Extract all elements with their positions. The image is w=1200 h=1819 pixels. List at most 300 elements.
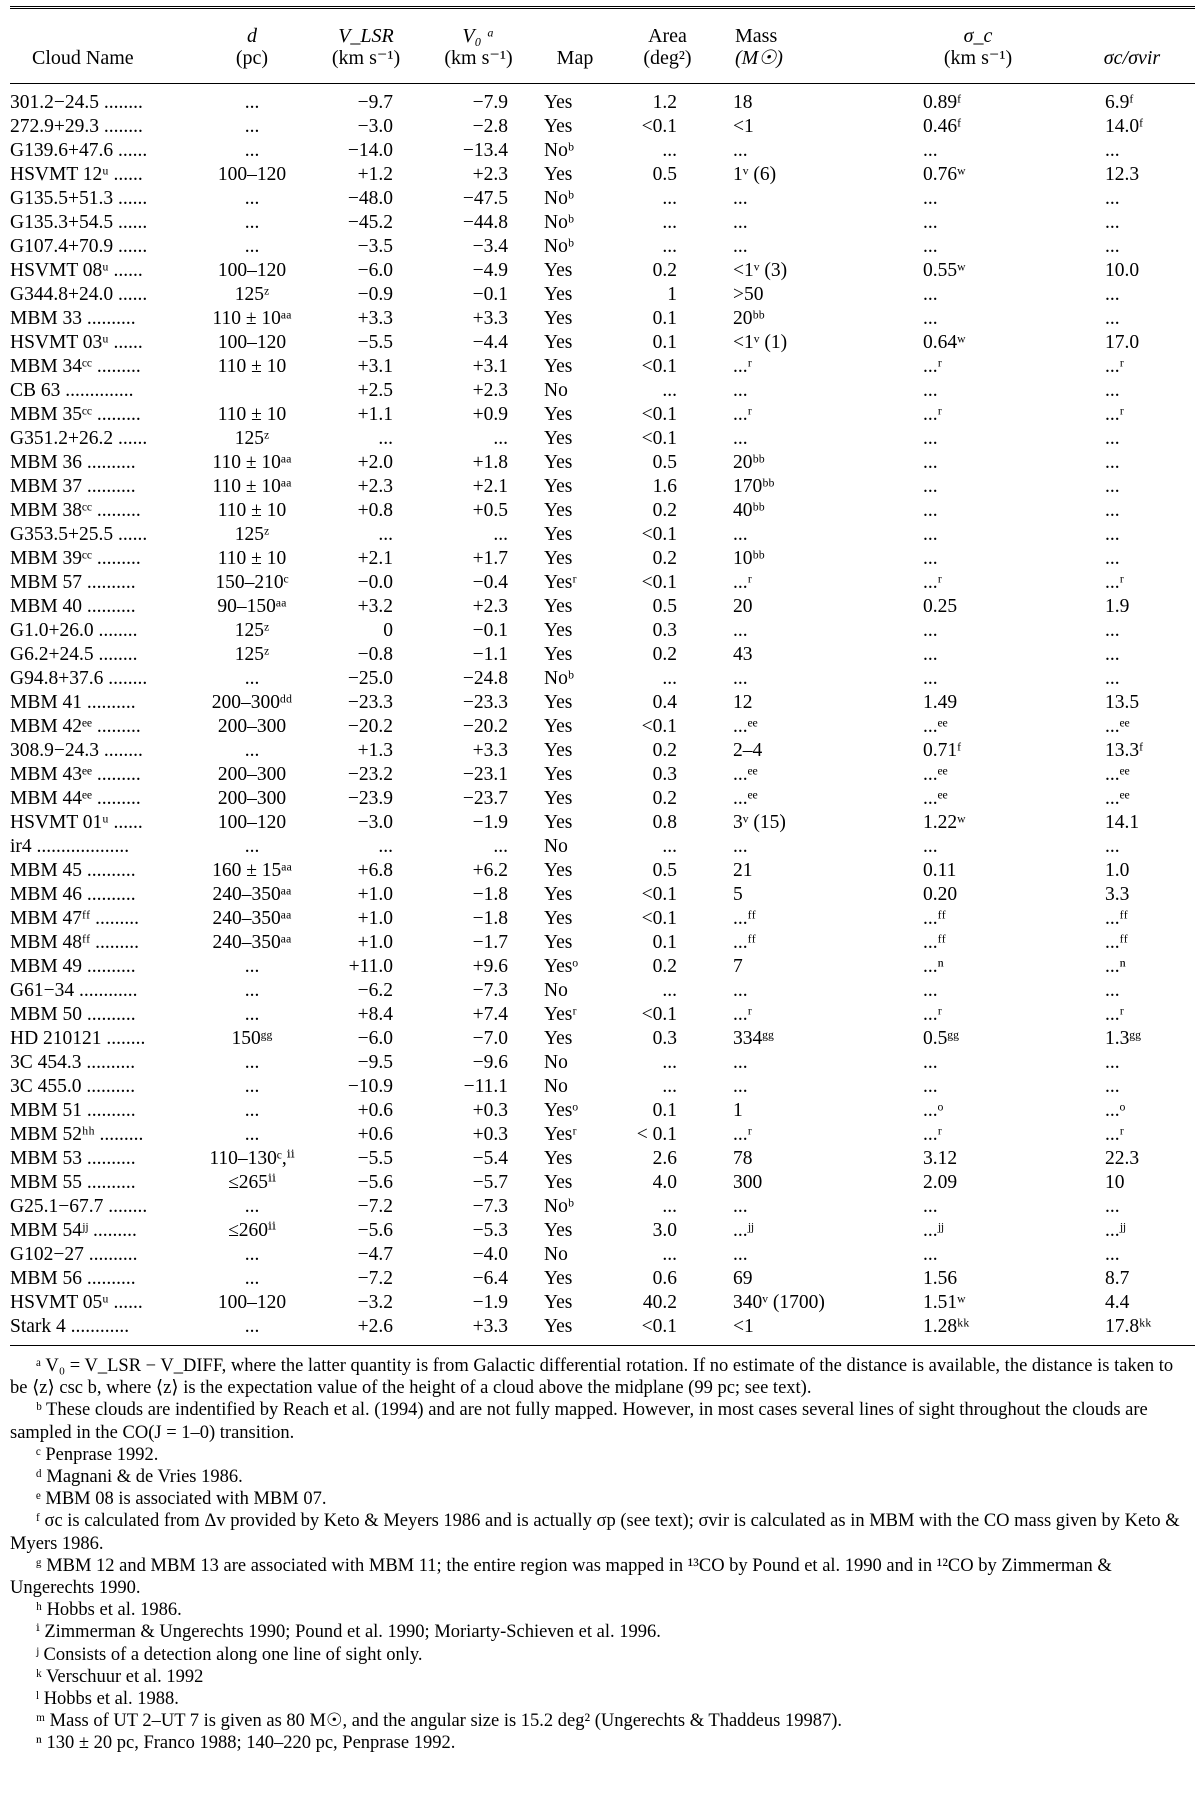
cell-cloud-name: G353.5+25.5 ......	[10, 524, 148, 545]
cell-distance: ...	[244, 1196, 260, 1217]
cell-v0: +1.7	[472, 548, 508, 569]
cell-ratio: ...ʳ	[1105, 404, 1124, 425]
cell-distance: 150ᵍᵍ	[231, 1028, 273, 1049]
cell-vlsr: −0.8	[357, 644, 393, 665]
header-unit: (deg²)	[643, 47, 692, 69]
cell-v0: ...	[493, 428, 508, 449]
cell-cloud-name: MBM 46 ..........	[10, 884, 136, 905]
table-row	[10, 1099, 1195, 1123]
cell-mass: ...	[733, 1052, 748, 1073]
cell-sigma: ...	[923, 236, 938, 257]
header-unit: (km s⁻¹)	[943, 47, 1013, 69]
table-row	[10, 835, 1195, 859]
cell-area: ...	[662, 980, 677, 1001]
cell-v0: −5.4	[472, 1148, 508, 1169]
cell-map: Yes	[544, 1148, 573, 1169]
cell-vlsr: ...	[378, 428, 393, 449]
cell-v0: +3.1	[472, 356, 508, 377]
cell-ratio: 1.0	[1105, 860, 1130, 881]
cell-distance: ...	[244, 668, 260, 689]
cell-area: 0.3	[652, 764, 677, 785]
footnote: ʲ Consists of a detection along one line of sight only.	[36, 1644, 423, 1665]
cell-v0: +0.3	[472, 1124, 508, 1145]
table-row	[10, 139, 1195, 163]
cell-vlsr: +3.2	[357, 596, 393, 617]
cell-cloud-name: MBM 54ʲʲ .........	[10, 1220, 137, 1241]
cell-v0: −44.8	[462, 212, 508, 233]
cell-mass: 300	[733, 1172, 763, 1193]
cell-sigma: ...	[923, 980, 938, 1001]
table-row	[10, 1243, 1195, 1267]
cell-distance	[193, 379, 311, 403]
cell-cloud-name: 301.2−24.5 ........	[10, 92, 143, 113]
table-row	[10, 547, 1195, 571]
table-row	[10, 211, 1195, 235]
cell-map: Yes	[544, 428, 573, 449]
cell-map: Yesʳ	[544, 1124, 577, 1145]
cell-distance: 125ᶻ	[234, 644, 270, 665]
cell-cloud-name: MBM 38ᶜᶜ .........	[10, 500, 141, 521]
table-row	[10, 235, 1195, 259]
cell-map: No	[544, 836, 568, 857]
cell-sigma: ...ᵒ	[923, 1100, 944, 1121]
cell-distance: ...	[244, 188, 260, 209]
cell-v0: −5.7	[472, 1172, 508, 1193]
cell-vlsr: +11.0	[348, 956, 393, 977]
cell-map: Yes	[544, 284, 573, 305]
cell-mass: ...ᶠᶠ	[733, 932, 756, 953]
cell-v0: −23.3	[462, 692, 508, 713]
cell-area: 0.2	[652, 260, 677, 281]
cell-sigma: ...ᶠᶠ	[923, 908, 946, 929]
cell-v0: −9.6	[472, 1052, 508, 1073]
cell-mass: 334ᵍᵍ	[733, 1028, 774, 1049]
cell-ratio: ...ʲʲ	[1105, 1220, 1126, 1241]
cell-area: <0.1	[641, 116, 677, 137]
cell-cloud-name: G61−34 ............	[10, 980, 138, 1001]
cell-ratio: ...	[1105, 140, 1120, 161]
cell-sigma: ...ʲʲ	[923, 1220, 944, 1241]
cell-mass: ...	[733, 428, 748, 449]
cell-area: ...	[662, 212, 677, 233]
cell-area: ...	[662, 188, 677, 209]
cell-area: <0.1	[641, 356, 677, 377]
cell-sigma: 1.49	[923, 692, 958, 713]
cell-v0: −3.4	[472, 236, 508, 257]
cell-mass: 3ᵛ (15)	[733, 812, 786, 833]
cell-sigma: 1.22ʷ	[923, 812, 966, 833]
cell-distance: 110 ± 10	[217, 548, 287, 569]
table-row	[10, 667, 1195, 691]
cell-map: Yes	[544, 548, 573, 569]
cell-ratio: ...	[1105, 452, 1120, 473]
cell-ratio: ...	[1105, 380, 1120, 401]
cloud-table	[10, 6, 1195, 1346]
cell-sigma: ...	[923, 1196, 938, 1217]
cell-area: 0.3	[652, 1028, 677, 1049]
cell-distance: 110 ± 10ᵃᵃ	[212, 308, 292, 329]
cell-sigma: ...	[923, 308, 938, 329]
cell-cloud-name: MBM 50 ..........	[10, 1004, 136, 1025]
cell-map: Yes	[544, 620, 573, 641]
cell-area: 0.2	[652, 644, 677, 665]
cell-sigma: 0.71ᶠ	[923, 740, 962, 761]
cell-ratio: 4.4	[1105, 1292, 1130, 1313]
cell-sigma: ...	[923, 1076, 938, 1097]
cell-map: Yes	[544, 308, 573, 329]
cell-map: Yes	[544, 884, 573, 905]
footnote: ᵈ Magnani & de Vries 1986.	[36, 1467, 243, 1488]
cell-ratio: ...ʳ	[1105, 1004, 1124, 1025]
cell-map: Yes	[544, 1268, 573, 1289]
cell-ratio: ...	[1105, 1052, 1120, 1073]
header-label: Cloud Name	[32, 47, 134, 69]
table-row	[10, 1171, 1195, 1195]
cell-cloud-name: G139.6+47.6 ......	[10, 140, 148, 161]
cell-cloud-name: 272.9+29.3 ........	[10, 116, 143, 137]
header-label: V₀ ᵃ	[462, 25, 495, 47]
cell-cloud-name: MBM 33 ..........	[10, 308, 136, 329]
cell-area: 0.2	[652, 500, 677, 521]
table-header-row	[10, 8, 1195, 84]
cell-v0: −1.8	[472, 908, 508, 929]
cell-map: Yes	[544, 788, 573, 809]
cell-distance: 125ᶻ	[234, 428, 270, 449]
cell-sigma: 3.12	[923, 1148, 958, 1169]
cell-mass: 20ᵇᵇ	[733, 308, 765, 329]
cell-vlsr: −3.0	[357, 116, 393, 137]
cell-vlsr: −6.0	[357, 260, 393, 281]
cell-map: Yesʳ	[544, 1004, 577, 1025]
cell-ratio: ...	[1105, 236, 1120, 257]
cell-ratio: ...	[1105, 188, 1120, 209]
cell-mass: ...ᵉᵉ	[733, 788, 758, 809]
cell-mass: 1ᵛ (6)	[733, 164, 777, 185]
cell-distance: 125ᶻ	[234, 620, 270, 641]
table-row	[10, 307, 1195, 331]
cell-map: Noᵇ	[544, 140, 574, 161]
cell-area: ...	[662, 140, 677, 161]
cell-sigma: ...ʳ	[923, 356, 942, 377]
cell-v0: −2.8	[472, 116, 508, 137]
cell-distance: ...	[244, 836, 260, 857]
cell-mass: ...	[733, 836, 748, 857]
cell-sigma: ...	[923, 668, 938, 689]
cell-ratio: 13.5	[1105, 692, 1140, 713]
cell-mass: <1	[733, 1316, 754, 1337]
cell-cloud-name: HD 210121 ........	[10, 1028, 146, 1049]
header-area	[614, 8, 721, 84]
cell-sigma: ...ʳ	[923, 404, 942, 425]
cell-distance: ...	[244, 1124, 260, 1145]
header-label: Area	[648, 25, 687, 47]
cell-v0: −0.4	[472, 572, 508, 593]
cell-v0: +0.3	[472, 1100, 508, 1121]
cell-area: 1.6	[652, 476, 677, 497]
cell-ratio: ...	[1105, 308, 1120, 329]
cell-v0: −11.1	[463, 1076, 508, 1097]
cell-distance: 240–350ᵃᵃ	[212, 908, 292, 929]
cell-sigma: ...	[923, 524, 938, 545]
cell-v0: +9.6	[472, 956, 508, 977]
cell-sigma: 0.20	[923, 884, 958, 905]
cell-sigma: ...	[923, 140, 938, 161]
cell-cloud-name: MBM 37 ..........	[10, 476, 136, 497]
cell-map: Yes	[544, 692, 573, 713]
cell-ratio: 6.9ᶠ	[1105, 92, 1134, 113]
footnote: ᵉ MBM 08 is associated with MBM 07.	[36, 1489, 327, 1510]
cell-sigma: 0.64ʷ	[923, 332, 966, 353]
header-unit: (pc)	[235, 47, 269, 69]
cell-cloud-name: G107.4+70.9 ......	[10, 236, 148, 257]
cell-distance: 100–120	[217, 1292, 287, 1313]
cell-sigma: ...	[923, 188, 938, 209]
cell-ratio: ...	[1105, 1196, 1120, 1217]
cell-map: Yes	[544, 596, 573, 617]
cell-sigma: ...	[923, 476, 938, 497]
footnote: ʰ Hobbs et al. 1986.	[36, 1600, 182, 1621]
cell-cloud-name: MBM 43ᵉᵉ .........	[10, 764, 141, 785]
cell-vlsr: +1.0	[357, 884, 393, 905]
cell-cloud-name: HSVMT 03ᵘ ......	[10, 332, 143, 353]
cell-v0: −5.3	[472, 1220, 508, 1241]
footnote: ᵏ Verschuur et al. 1992	[36, 1666, 204, 1687]
cell-distance: 200–300ᵈᵈ	[211, 692, 293, 713]
cell-v0: +3.3	[472, 1316, 508, 1337]
cell-distance: ...	[244, 1268, 260, 1289]
table-body	[10, 84, 1195, 1346]
header-distance	[193, 8, 311, 84]
table-row	[10, 979, 1195, 1003]
cell-cloud-name: G344.8+24.0 ......	[10, 284, 148, 305]
table-row	[10, 379, 1195, 403]
cell-cloud-name: MBM 55 ..........	[10, 1172, 136, 1193]
cell-sigma: ...	[923, 284, 938, 305]
cell-v0: −7.3	[472, 1196, 508, 1217]
cell-map: Yes	[544, 92, 573, 113]
cell-distance: 200–300	[217, 788, 287, 809]
header-label: V_LSR	[338, 25, 394, 47]
table-row	[10, 1315, 1195, 1346]
cell-vlsr: +2.3	[357, 476, 393, 497]
cell-sigma: ...ᵉᵉ	[923, 788, 948, 809]
cell-vlsr: +0.6	[357, 1124, 393, 1145]
cell-mass: ...ʳ	[733, 572, 752, 593]
cell-cloud-name: MBM 40 ..........	[10, 596, 136, 617]
cell-ratio: ...	[1105, 644, 1120, 665]
header-sigma	[887, 8, 1069, 84]
cell-v0: +0.5	[472, 500, 508, 521]
table-row	[10, 427, 1195, 451]
cell-v0: +2.3	[472, 596, 508, 617]
cell-vlsr: −23.2	[347, 764, 393, 785]
cell-map: Yes	[544, 644, 573, 665]
table-row	[10, 1219, 1195, 1243]
cell-distance: 110 ± 10	[217, 404, 287, 425]
cell-sigma: 0.55ʷ	[923, 260, 966, 281]
cell-vlsr: −0.9	[357, 284, 393, 305]
cell-map: No	[544, 1052, 568, 1073]
footnote: ᵇ These clouds are indentified by Reach et al. (1994) and are not fully mapped. However, in most cases several lines of sight throughout the clouds are sampled in the CO(J = 1–0) transition.	[10, 1400, 1148, 1443]
cell-distance: 110 ± 10ᵃᵃ	[212, 452, 292, 473]
cell-sigma: ...	[923, 212, 938, 233]
table-row	[10, 955, 1195, 979]
cell-sigma: ...	[923, 548, 938, 569]
cell-cloud-name: G351.2+26.2 ......	[10, 428, 148, 449]
cell-sigma: ...	[923, 620, 938, 641]
cell-vlsr: +3.1	[357, 356, 393, 377]
cell-cloud-name: MBM 52ʰʰ .........	[10, 1124, 144, 1145]
cell-vlsr: +1.2	[357, 164, 393, 185]
cell-vlsr: −5.6	[357, 1220, 393, 1241]
cell-ratio: ...	[1105, 428, 1120, 449]
table-row	[10, 283, 1195, 307]
cell-mass: ...	[733, 380, 748, 401]
cell-v0: −4.9	[472, 260, 508, 281]
cell-mass: 78	[733, 1148, 753, 1169]
cell-v0: +2.1	[472, 476, 508, 497]
cell-distance: ...	[244, 740, 260, 761]
cell-map: Noᵇ	[544, 1196, 574, 1217]
cell-ratio: ...ᵉᵉ	[1105, 716, 1130, 737]
table-row	[10, 883, 1195, 907]
cell-ratio: 3.3	[1105, 884, 1130, 905]
cell-vlsr: −5.5	[357, 1148, 393, 1169]
cell-mass: ...ʳ	[733, 1124, 752, 1145]
cell-vlsr: −10.9	[347, 1076, 393, 1097]
cell-ratio: 10	[1105, 1172, 1125, 1193]
table-row	[10, 1147, 1195, 1171]
cell-map: Noᵇ	[544, 668, 574, 689]
cell-area: 0.5	[652, 596, 677, 617]
cell-cloud-name: HSVMT 01ᵘ ......	[10, 812, 143, 833]
cell-sigma: ...ʳ	[923, 1124, 942, 1145]
cell-cloud-name: 308.9−24.3 ........	[10, 740, 143, 761]
cell-ratio: 22.3	[1105, 1148, 1140, 1169]
cell-cloud-name: MBM 45 ..........	[10, 860, 136, 881]
cell-distance: 160 ± 15ᵃᵃ	[212, 860, 292, 881]
cell-distance: 90–150ᵃᵃ	[217, 596, 287, 617]
cell-ratio: ...ʳ	[1105, 572, 1124, 593]
cell-ratio: ...ᶠᶠ	[1105, 908, 1128, 929]
table-row	[10, 451, 1195, 475]
table-row	[10, 811, 1195, 835]
cell-v0: −24.8	[462, 668, 508, 689]
header-label: σc/σvir	[1103, 47, 1161, 69]
cell-area: 0.1	[652, 932, 677, 953]
cell-map: Yes	[544, 260, 573, 281]
cell-mass: <1ᵛ (1)	[733, 332, 788, 353]
cell-map: Yesʳ	[544, 572, 577, 593]
cell-mass: ...	[733, 188, 748, 209]
cell-sigma: 1.56	[923, 1268, 958, 1289]
cell-vlsr: −48.0	[347, 188, 393, 209]
cell-mass: 40ᵇᵇ	[733, 500, 765, 521]
cell-map: No	[544, 1076, 568, 1097]
table-row	[10, 715, 1195, 739]
cell-mass: ...ᶠᶠ	[733, 908, 756, 929]
cell-mass: ...ʳ	[733, 404, 752, 425]
cell-ratio: ...	[1105, 548, 1120, 569]
cell-area: 0.1	[652, 308, 677, 329]
cell-vlsr: −45.2	[347, 212, 393, 233]
cell-map: Yes	[544, 1292, 573, 1313]
cell-mass: <1	[733, 116, 754, 137]
cell-cloud-name: MBM 48ᶠᶠ .........	[10, 932, 139, 953]
cell-cloud-name: 3C 454.3 ..........	[10, 1052, 136, 1073]
cell-v0: −1.9	[472, 1292, 508, 1313]
cell-ratio: 17.0	[1105, 332, 1140, 353]
cell-cloud-name: G135.3+54.5 ......	[10, 212, 148, 233]
cell-area: 0.5	[652, 452, 677, 473]
header-vlsr	[311, 8, 421, 84]
header-v0	[421, 8, 536, 84]
cell-distance: ...	[244, 212, 260, 233]
cell-mass: ...	[733, 236, 748, 257]
cell-vlsr: −23.9	[347, 788, 393, 809]
cell-sigma: ...ᵉᵉ	[923, 764, 948, 785]
cell-map: Yes	[544, 164, 573, 185]
cell-cloud-name: MBM 53 ..........	[10, 1148, 136, 1169]
cell-v0: −1.9	[472, 812, 508, 833]
cell-map: Yes	[544, 764, 573, 785]
cell-mass: 2–4	[733, 740, 763, 761]
cell-v0: +3.3	[472, 308, 508, 329]
cell-sigma: ...ⁿ	[923, 956, 944, 977]
table-row	[10, 1027, 1195, 1051]
cell-mass: 340ᵛ (1700)	[733, 1292, 825, 1313]
cell-vlsr: −3.5	[357, 236, 393, 257]
cell-vlsr: −7.2	[357, 1268, 393, 1289]
cell-sigma: 2.09	[923, 1172, 958, 1193]
cell-map: Yes	[544, 116, 573, 137]
cell-cloud-name: MBM 39ᶜᶜ .........	[10, 548, 141, 569]
cell-vlsr: +2.6	[357, 1316, 393, 1337]
table-row	[10, 643, 1195, 667]
cell-sigma: ...	[923, 380, 938, 401]
cell-mass: 69	[733, 1268, 753, 1289]
cell-distance: 240–350ᵃᵃ	[212, 884, 292, 905]
cell-distance: ...	[244, 1100, 260, 1121]
cell-ratio: ...ᵉᵉ	[1105, 788, 1130, 809]
cell-sigma: 1.28ᵏᵏ	[923, 1316, 970, 1337]
table-row	[10, 403, 1195, 427]
cell-distance: ...	[244, 1316, 260, 1337]
cell-map: Noᵇ	[544, 212, 574, 233]
cell-vlsr: −14.0	[347, 140, 393, 161]
footnote: ˡ Hobbs et al. 1988.	[36, 1689, 179, 1710]
cell-vlsr: +6.8	[357, 860, 393, 881]
cell-area: <0.1	[641, 1004, 677, 1025]
cell-ratio: ...	[1105, 524, 1120, 545]
cell-map: Yes	[544, 716, 573, 737]
cell-v0: +2.3	[472, 380, 508, 401]
cell-map: Yes	[544, 452, 573, 473]
cell-distance: ...	[244, 140, 260, 161]
table-row	[10, 907, 1195, 931]
cell-vlsr: 0	[383, 620, 393, 641]
cell-v0: +2.3	[472, 164, 508, 185]
cell-mass: >50	[733, 284, 764, 305]
table-row	[10, 163, 1195, 187]
cell-distance: 100–120	[217, 260, 287, 281]
cell-v0: −23.1	[462, 764, 508, 785]
cell-mass: 43	[733, 644, 753, 665]
cell-cloud-name: 3C 455.0 ..........	[10, 1076, 136, 1097]
cell-area: 0.2	[652, 548, 677, 569]
cell-distance: 100–120	[217, 812, 287, 833]
table-row	[10, 1075, 1195, 1099]
